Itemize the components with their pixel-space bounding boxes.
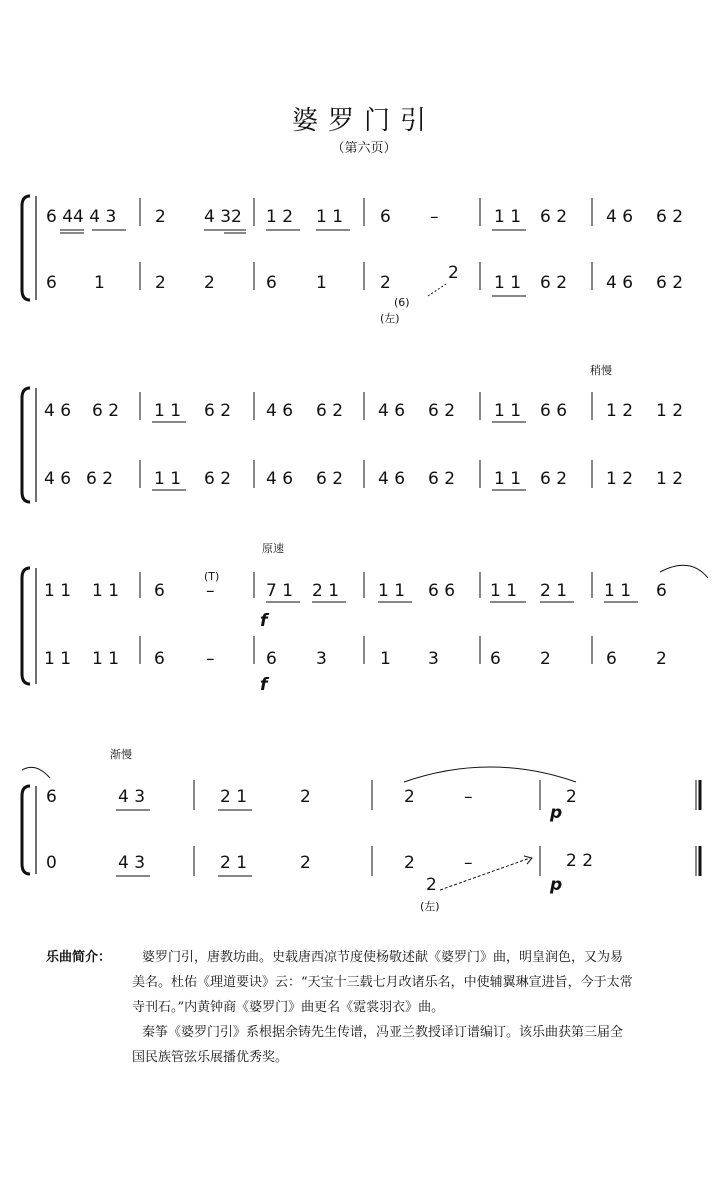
s4-l-4: 2 (300, 853, 311, 873)
tempo-original: 原速 (262, 542, 284, 555)
s1-u-m3b: 1 1 (316, 207, 344, 227)
s2-u-7: 4 6 (378, 401, 406, 421)
s1-u-m2a: 2 (155, 207, 166, 227)
s2-u-12: 1 2 (656, 401, 684, 421)
s3-l-3: 6 (154, 649, 165, 669)
s2-l-11: 1 2 (606, 469, 634, 489)
s3-u-10: 1 1 (604, 581, 632, 601)
s2-u-8: 6 2 (428, 401, 456, 421)
piece-introduction (46, 945, 676, 1070)
s2-u-6: 6 2 (316, 401, 344, 421)
system-2-brace (22, 388, 30, 502)
s3-u-8: 1 1 (490, 581, 518, 601)
s4-u-6: 2 (566, 787, 577, 807)
intro-para-2-line-1: 秦筝《婆罗门引》系根据余铸先生传谱，冯亚兰教授译订谱编订。该乐曲获第三届全 (142, 1025, 624, 1040)
s4-u-5: 2 (404, 787, 415, 807)
forte-lower: f (260, 675, 268, 695)
s1-l-1: 6 (46, 273, 57, 293)
left-hand-mark-2: (左) (420, 900, 440, 913)
system-4-brace (22, 786, 30, 874)
s3-u-3: 6 (154, 581, 165, 601)
s3-l-4: 6 (266, 649, 277, 669)
system-3-brace (22, 568, 30, 684)
s2-l-9: 1 1 (494, 469, 522, 489)
s1-l-12: 6 2 (656, 273, 684, 293)
s3-l-7: 3 (428, 649, 439, 669)
paren-six: (6) (394, 296, 410, 309)
s4-l-1: 0 (46, 853, 57, 873)
s2-u-10: 6 6 (540, 401, 568, 421)
s4-l-5: 2 (404, 853, 415, 873)
s4-l-7: 2 2 (566, 851, 594, 871)
s1-l-11: 4 6 (606, 273, 634, 293)
s2-l-5: 4 6 (266, 469, 294, 489)
s4-u-3: 2 1 (220, 787, 248, 807)
tempo-slightly-slow: 稍慢 (590, 364, 612, 377)
s3-l-2: 1 1 (92, 649, 120, 669)
s4-u-4: 2 (300, 787, 311, 807)
s2-u-4: 6 2 (204, 401, 232, 421)
s4-u-dash: – (464, 787, 473, 807)
paren-t: (T) (204, 570, 220, 583)
s3-u-11: 6 (656, 581, 667, 601)
s1-l-9: 1 1 (494, 273, 522, 293)
tempo-gradually-slow: 渐慢 (110, 748, 132, 761)
s1-u-m5a: 1 1 (494, 207, 522, 227)
intro-para-1-line-3: 寺刊石。”内黄钟商《婆罗门》曲更名《霓裳羽衣》曲。 (132, 1000, 445, 1015)
s2-l-7: 4 6 (378, 469, 406, 489)
system-1-brace (22, 196, 30, 300)
s2-u-5: 4 6 (266, 401, 294, 421)
s4-l-6: 2 (426, 875, 437, 895)
s3-l-10: 6 (606, 649, 617, 669)
s3-u-dash: – (206, 581, 215, 601)
intro-label: 乐曲简介： (46, 950, 112, 965)
s4-u-1: 6 (46, 787, 57, 807)
forte-upper: f (260, 611, 268, 631)
s1-u-m3a: 1 2 (266, 207, 294, 227)
s1-u-m2b: 4 32 (204, 207, 242, 227)
s3-l-5: 3 (316, 649, 327, 669)
s2-u-2: 6 2 (92, 401, 120, 421)
left-hand-mark-1: (左) (380, 312, 400, 325)
s4-l-dash: – (464, 853, 473, 873)
page-number: （第六页） (331, 141, 397, 156)
s3-l-9: 2 (540, 649, 551, 669)
s1-u-m6a: 4 6 (606, 207, 634, 227)
s2-l-8: 6 2 (428, 469, 456, 489)
s3-l-6: 1 (380, 649, 391, 669)
s4-l-3: 2 1 (220, 853, 248, 873)
s2-u-3: 1 1 (154, 401, 182, 421)
s1-l-6: 1 (316, 273, 327, 293)
s3-u-5: 2 1 (312, 581, 340, 601)
s1-u-m1: 6 44 4 3 (46, 207, 117, 227)
s4-u-2: 4 3 (118, 787, 146, 807)
s2-l-3: 1 1 (154, 469, 182, 489)
s1-l-10: 6 2 (540, 273, 568, 293)
s1-l-2: 1 (94, 273, 105, 293)
s2-l-4: 6 2 (204, 469, 232, 489)
s1-u-m4: 6 (380, 207, 391, 227)
s1-u-m6b: 6 2 (656, 207, 684, 227)
s2-l-10: 6 2 (540, 469, 568, 489)
s1-l-7: 2 (380, 273, 391, 293)
s1-l-3: 2 (155, 273, 166, 293)
s3-u-4: 7 1 (266, 581, 294, 601)
s3-l-11: 2 (656, 649, 667, 669)
s3-u-7: 6 6 (428, 581, 456, 601)
s1-l-8: 2 (448, 263, 459, 283)
s3-l-1: 1 1 (44, 649, 72, 669)
s3-l-8: 6 (490, 649, 501, 669)
s1-u-dash: – (430, 207, 439, 227)
piano-upper: p (550, 803, 563, 823)
intro-para-2-line-2: 国民族管弦乐展播优秀奖。 (132, 1050, 289, 1065)
s4-l-2: 4 3 (118, 853, 146, 873)
s2-u-9: 1 1 (494, 401, 522, 421)
page-title: 婆罗门引 (291, 106, 436, 136)
s2-u-11: 1 2 (606, 401, 634, 421)
s3-u-6: 1 1 (378, 581, 406, 601)
s2-l-6: 6 2 (316, 469, 344, 489)
s3-l-dash: – (206, 649, 215, 669)
intro-para-1-line-2: 美名。杜佑《理道要诀》云：“天宝十三载七月改诸乐名，中使辅翼琳宣进旨，今于太常 (132, 975, 633, 990)
s2-l-1: 4 6 (44, 469, 72, 489)
s1-l-5: 6 (266, 273, 277, 293)
s3-u-9: 2 1 (540, 581, 568, 601)
s3-u-1: 1 1 (44, 581, 72, 601)
s1-u-m5b: 6 2 (540, 207, 568, 227)
s1-l-4: 2 (204, 273, 215, 293)
s2-u-1: 4 6 (44, 401, 72, 421)
s2-l-2: 6 2 (86, 469, 114, 489)
piano-lower: p (550, 875, 563, 895)
intro-para-1-line-1: 婆罗门引，唐教坊曲。史载唐西凉节度使杨敬述献《婆罗门》曲，明皇润色，又为易 (142, 950, 624, 965)
s2-l-12: 1 2 (656, 469, 684, 489)
s3-u-2: 1 1 (92, 581, 120, 601)
